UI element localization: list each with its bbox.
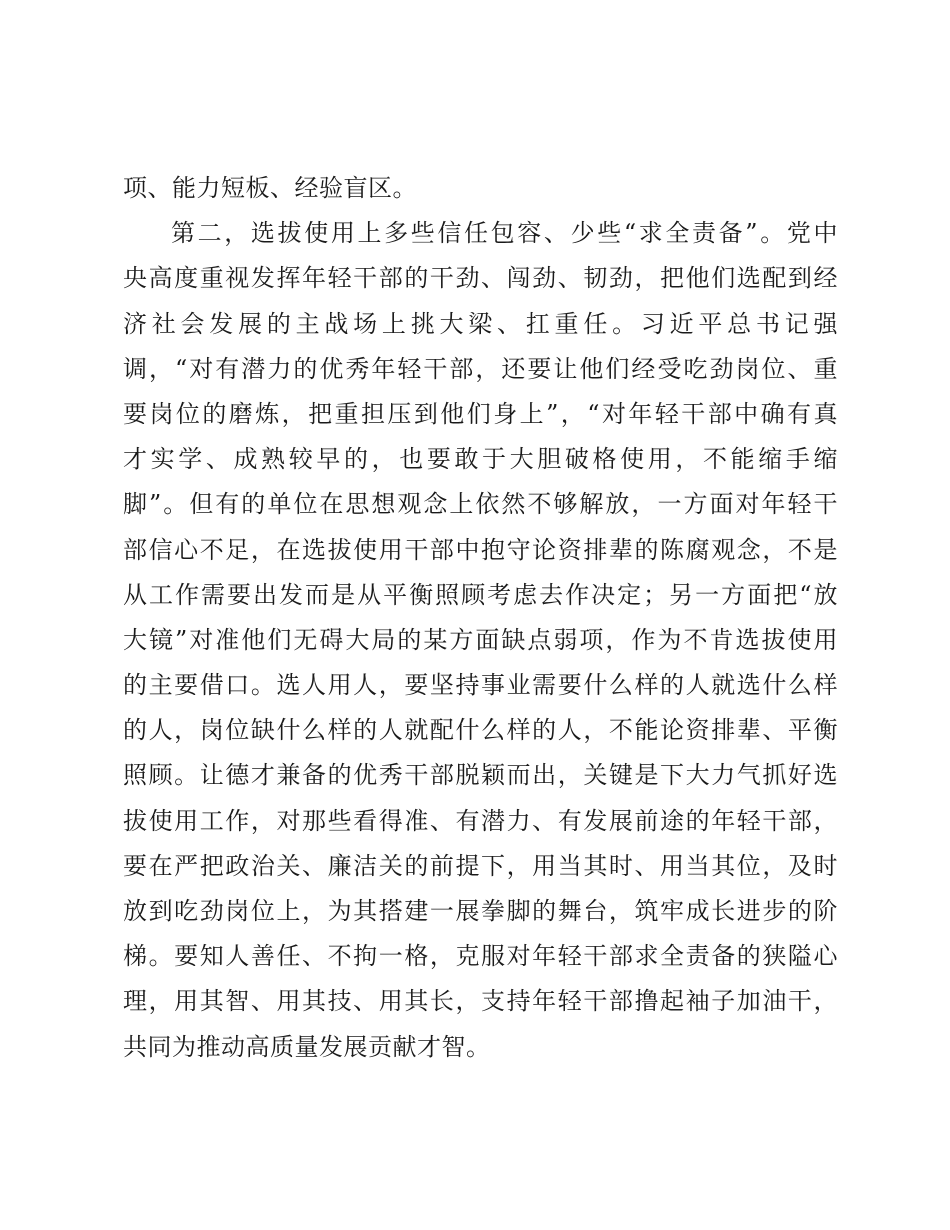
text-line: 梯。要知人善任、不拘一格，克服对年轻干部求全责备的狭隘心 xyxy=(123,942,838,971)
text-line: 要岗位的磨炼，把重担压到他们身上”，“对年轻干部中确有真 xyxy=(123,399,838,428)
text-line: 的主要借口。选人用人，要坚持事业需要什么样的人就选什么样 xyxy=(123,671,838,700)
text-line: 调，“对有潜力的优秀年轻干部，还要让他们经受吃劲岗位、重 xyxy=(123,354,838,383)
text-line: 共同为推动高质量发展贡献才智。 xyxy=(123,1032,491,1061)
text-line: 脚”。但有的单位在思想观念上依然不够解放，一方面对年轻干 xyxy=(123,490,838,519)
text-line: 部信心不足，在选拔使用干部中抱守论资排辈的陈腐观念，不是 xyxy=(123,535,838,564)
text-line: 放到吃劲岗位上，为其搭建一展拳脚的舞台，筑牢成长进步的阶 xyxy=(123,897,838,925)
text-line: 项、能力短板、经验盲区。 xyxy=(123,174,417,202)
text-line: 照顾。让德才兼备的优秀干部脱颖而出，关键是下大力气抓好选 xyxy=(123,761,838,790)
text-line: 才实学、成熟较早的，也要敢于大胆破格使用，不能缩手缩 xyxy=(123,445,838,474)
text-line: 要在严把政治关、廉洁关的前提下，用当其时、用当其位，及时 xyxy=(123,851,838,880)
text-line: 央高度重视发挥年轻干部的干劲、闯劲、韧劲，把他们选配到经 xyxy=(123,264,838,293)
text-line: 拔使用工作，对那些看得准、有潜力、有发展前途的年轻干部， xyxy=(123,806,838,835)
text-line: 大镜”对准他们无碍大局的某方面缺点弱项，作为不肯选拔使用 xyxy=(123,625,838,654)
text-line: 理，用其智、用其技、用其长，支持年轻干部撸起袖子加油干， xyxy=(123,987,838,1016)
continuation-paragraph xyxy=(123,166,838,211)
body-text xyxy=(123,166,838,1070)
paragraph-selection-and-appointment xyxy=(123,211,838,1070)
text-line: 从工作需要出发而是从平衡照顾考虑去作决定；另一方面把“放 xyxy=(123,580,838,609)
text-line: 的人，岗位缺什么样的人就配什么样的人，不能论资排辈、平衡 xyxy=(123,716,838,745)
text-line: 济社会发展的主战场上挑大梁、扛重任。习近平总书记强 xyxy=(123,309,838,338)
text-line: 第二，选拔使用上多些信任包容、少些“求全责备”。党中 xyxy=(171,219,838,248)
